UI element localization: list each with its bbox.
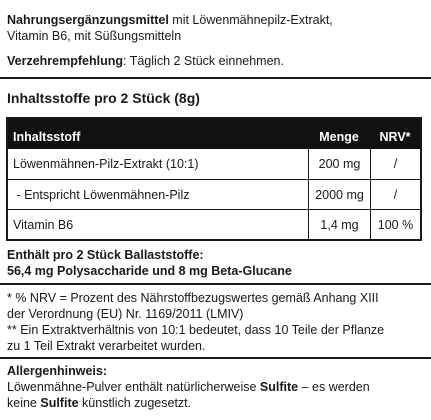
intro-label: Nahrungsergänzungsmittel <box>7 13 169 27</box>
cell-amount: 2000 mg <box>308 180 370 209</box>
divider-middle <box>0 283 431 285</box>
intro-text <box>7 12 425 44</box>
ingredients-table <box>6 117 422 241</box>
cell-amount: 1,4 mg <box>308 210 370 239</box>
cell-ingredient: Vitamin B6 <box>13 217 74 232</box>
intro-line1: mit Löwenmähnepilz-Extrakt, <box>168 13 333 27</box>
footnote-ratio-line1: ** Ein Extraktverhältnis von 10:1 bedeutet, dass 10 Teile der Pflanze <box>7 323 385 337</box>
usage-value: : Täglich 2 Stück einnehmen. <box>123 54 284 68</box>
allergen-sulfite-2: Sulfite <box>40 396 79 410</box>
table-row <box>8 209 420 239</box>
footnote-nrv-line2: der Verordnung (EU) Nr. 1169/2011 (LMIV) <box>7 307 244 321</box>
allergen-sulfite-1: Sulfite <box>259 380 299 394</box>
allergen-title: Allergenhinweis <box>7 364 103 378</box>
cell-nrv: 100 % <box>370 210 420 239</box>
cell-ingredient: Löwenmähnen-Pilz-Extrakt (10:1) <box>13 157 199 171</box>
fiber-line1: Enthält pro 2 Stück Ballaststoffe: <box>7 248 204 262</box>
cell-amount: 200 mg <box>308 149 370 179</box>
divider-bottom <box>0 357 431 359</box>
footnote-ratio-line2: zu 1 Teil Extrakt verarbeitet wurden. <box>7 339 206 353</box>
allergen-line2-c: künstlich zugesetzt. <box>78 396 192 410</box>
allergen-title-colon: : <box>102 364 108 378</box>
table-header <box>8 119 420 149</box>
usage-text <box>7 53 425 69</box>
cell-nrv: / <box>370 180 420 209</box>
allergen-line2-a: keine <box>7 396 41 410</box>
intro-line2: Vitamin B6, mit Süßungsmitteln <box>7 29 182 43</box>
footnotes <box>7 290 425 354</box>
allergen-info <box>7 363 425 411</box>
header-amount: Menge <box>319 130 359 144</box>
table-row <box>8 179 420 209</box>
fiber-line2: 56,4 mg Polysaccharide und 8 mg Beta-Glucane <box>7 264 292 278</box>
table-row <box>8 149 420 179</box>
header-nrv: NRV* <box>379 130 411 144</box>
cell-ingredient: - Entspricht Löwenmähnen-Pilz <box>13 187 190 202</box>
usage-label: Verzehrempfehlung <box>7 54 123 68</box>
ingredients-title: Inhaltsstoffe pro 2 Stück (8g) <box>7 90 200 106</box>
header-ingredient: Inhaltsstoff <box>13 130 81 144</box>
allergen-line1-a: Löwenmähne-Pulver enthält natürlicherweise <box>7 380 260 394</box>
footnote-nrv-line1: * % NRV = Prozent des Nährstoffbezugswertes gemäß Anhang XIII <box>7 291 379 305</box>
cell-nrv: / <box>370 149 420 179</box>
fiber-info <box>7 247 425 279</box>
divider-top <box>0 77 431 79</box>
allergen-line1-c: – es werden <box>298 380 370 394</box>
